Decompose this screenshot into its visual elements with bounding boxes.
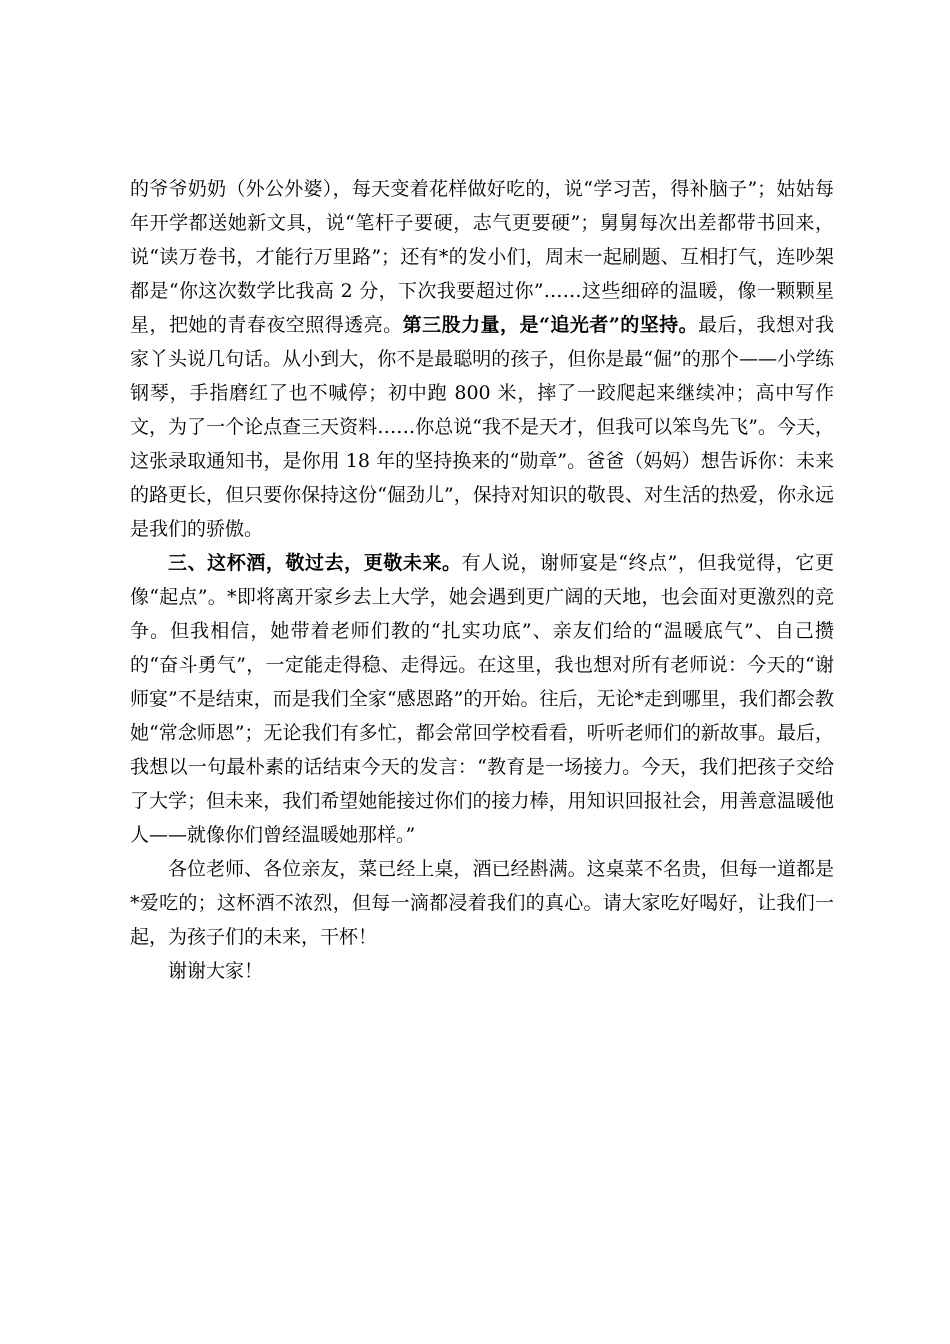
document-body bbox=[130, 172, 834, 988]
paragraph-text: 最后，我想对我家丫头说几句话。从小到大，你不是最聪明的孩子，但你是最“倔”的那个——小学练钢琴，手指磨红了也不喊停；初中跑 800 米，摔了一跤爬起来继续冲；高中写作文，为了一个论点查三天资料……你总说“我不是天才，但我可以笨鸟先飞”。今天，这张录取通知书，是你用 18 年的坚持换来的“勋章”。爸爸（妈妈）想告诉你：未来的路更长，但只要你保持这份“倔劲儿”，保持对知识的敬畏、对生活的热爱，你永远是我们的骄傲。 bbox=[130, 314, 834, 540]
paragraph-family-support bbox=[130, 172, 834, 546]
paragraph-thanks: 谢谢大家！ bbox=[168, 960, 264, 982]
section-heading-perseverance: 第三股力量，是“追光者”的坚持。 bbox=[402, 314, 699, 336]
paragraph-text: 的爷爷奶奶（外公外婆），每天变着花样做好吃的，说“学习苦，得补脑子”；姑姑每年开学都送她新文具，说“笔杆子要硬，志气更要硬”；舅舅每次出差都带书回来，说“读万卷书，才能行万里路”；还有*的发小们，周末一起刷题、互相打气，连吵架都是“你这次数学比我高 2 分，下次我要超过你”……这些细碎的温暖，像一颗颗星星，把她的青春夜空照得透亮。 bbox=[130, 178, 834, 336]
section-heading-three: 三、这杯酒，敬过去，更敬未来。 bbox=[168, 552, 462, 574]
paragraph-text: 有人说，谢师宴是“终点”，但我觉得，它更像“起点”。*即将离开家乡去上大学，她会遇到更广阔的天地，也会面对更激烈的竞争。但我相信，她带着老师们教的“扎实功底”、亲友们给的“温暖底气”、自己攒的“奋斗勇气”，一定能走得稳、走得远。在这里，我也想对所有老师说：今天的“谢师宴”不是结束，而是我们全家“感恩路”的开始。往后，无论*走到哪里，我们都会教她“常念师恩”；无论我们有多忙，都会常回学校看看，听听老师们的新故事。最后，我想以一句最朴素的话结束今天的发言：“教育是一场接力。今天，我们把孩子交给了大学；但未来，我们希望她能接过你们的接力棒，用知识回报社会，用善意温暖他人——就像你们曾经温暖她那样。” bbox=[130, 552, 834, 846]
paragraph-toast-future bbox=[130, 546, 834, 852]
paragraph-closing-toast: 各位老师、各位亲友，菜已经上桌，酒已经斟满。这桌菜不名贵，但每一道都是*爱吃的；这杯酒不浓烈，但每一滴都浸着我们的真心。请大家吃好喝好，让我们一起，为孩子们的未来，干杯！ bbox=[130, 858, 834, 948]
